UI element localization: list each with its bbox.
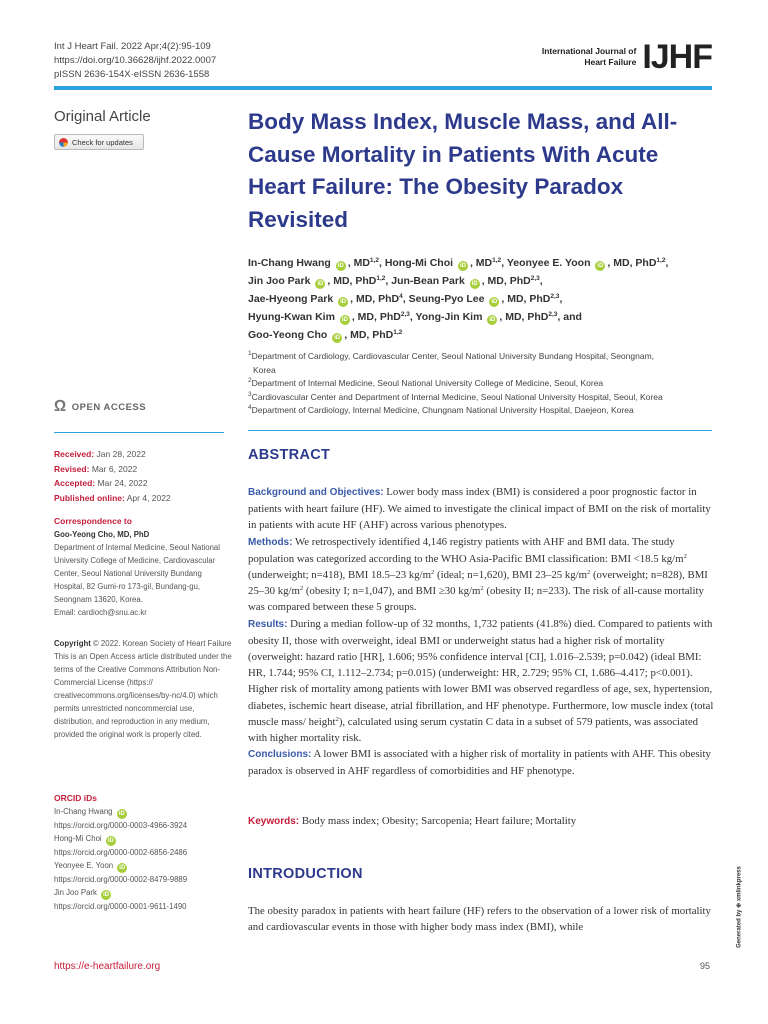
- license-text: This is an Open Access article distributed under the terms of the Creative Commons Attribution Non-Commercial License (https:// creativecommons.org/licenses/by-nc/4.0) which permits unrestricted noncommercial use, distribution, and reproduction in any medium, provided the original work is properly cited.: [54, 652, 232, 739]
- orcid-entry: Hong-Mi Choi iD: [54, 834, 114, 844]
- generator-badge: Generated by ⊕ xmlinkpress: [736, 866, 743, 948]
- orcid-entry: Yeonyee E. Yoon iD: [54, 861, 126, 871]
- orcid-list: ORCID iDs In-Chang Hwang iD https://orcid.org/0000-0003-4966-3924 Hong-Mi Choi iD https://orcid.org/0000-0002-6856-2486 Yeonyee E. Yoon iD https://orcid.org/0000-0002-8479-9889 Jin Joo Park iD https://orcid.org/0000-0001-9611-1490: [54, 792, 234, 913]
- orcid-icon[interactable]: iD: [107, 838, 114, 844]
- affiliation: Korea: [253, 364, 276, 375]
- copyright: Copyright © 2022. Korean Society of Heart Failure This is an Open Access article distributed under the terms of the Creative Commons Attribution Non-Commercial License (https:// creativecommons.org/licenses/by-nc/4.0) which permits unrestricted noncommercial use, distribution, and reproduction in any medium, provided the original work is properly cited.: [54, 637, 234, 741]
- keywords: Keywords: Body mass index; Obesity; Sarcopenia; Heart failure; Mortality: [248, 815, 577, 827]
- introduction-text: The obesity paradox in patients with heart failure (HF) refers to the observation of a lower risk of mortality and cardiovascular events in those with higher body mass index (BMI), while: [248, 905, 711, 934]
- abstract-body: [248, 484, 718, 780]
- orcid-icon[interactable]: iD: [118, 811, 125, 817]
- orcid-icon[interactable]: iD: [334, 335, 341, 341]
- orcid-icon[interactable]: iD: [459, 263, 466, 269]
- article-type: Original Article: [54, 108, 151, 125]
- abstract-results: Results: During a median follow-up of 32 months, 1,732 patients (41.8%) died. Compared to patients with obesity II, those with overweight, ideal BMI or underweight status had a higher risk of mortality (overweight: hazard ratio [HR], 1.606; 95% confidence interval [CI], 1.016–2.539; p=0.042) (ideal BMI: HR, 1.744; 95% CI, 1.112–2.734; p=0.015) (underweight: HR, 2.729; 95% CI, 1.686–4.417; p<0.001). Higher risk of mortality among patients with lower BMI was observed regardless of age, sex, hypertension, diabetes, ischemic heart disease, atrial fibrillation, and HF phenotype. Furthermore, low muscle index (total muscle mass/ height$^2$), calculated using serum cystatin C data in a subset of 579 patients, was associated with higher mortality risk.: [248, 617, 714, 745]
- doi-link[interactable]: https://doi.org/10.36628/ijhf.2022.0007: [54, 55, 217, 66]
- orcid-icon[interactable]: iD: [489, 317, 496, 323]
- journal-logo: [542, 40, 712, 74]
- abstract-methods: Methods: We retrospectively identified 4,146 registry patients with AHF and BMI data. The study population was categorized according to the WHO Asia-Pacific BMI classification: BMI <18.5 $kg/m^2$ (underweight; n=418), BMI 18.5–23 $kg/m^2$ (ideal; n=1,620), BMI 23–25 $kg/m^2$ (overweight; n=828), BMI 25–30 $kg/m^2$ (obesity I; n=1,047), and BMI ≥30 $kg/m^2$ (obesity II; n=233). The risk of all-cause mortality was compared between these 5 groups.: [248, 535, 708, 614]
- orcid-icon[interactable]: iD: [340, 299, 347, 305]
- orcid-link[interactable]: https://orcid.org/0000-0001-9611-1490: [54, 902, 187, 911]
- orcid-icon[interactable]: iD: [119, 865, 126, 871]
- correspondence-address: Department of Internal Medicine, Seoul National University College of Medicine, Cardiovascular Center, Seoul National University Bundang Hospital, 82 Gumi-ro 173-gil, Bundang-gu, Seongnam 13620, Korea.: [54, 543, 220, 604]
- affiliations: [248, 350, 718, 418]
- article-dates: Received: Jan 28, 2022 Revised: Mar 6, 2022 Accepted: Mar 24, 2022 Published online: Apr 4, 2022: [54, 449, 171, 503]
- author[interactable]: Jin Joo Park iD , MD, PhD$^{1,2}$,: [248, 275, 392, 287]
- header-meta: [54, 40, 216, 82]
- orcid-icon[interactable]: iD: [337, 263, 344, 269]
- top-rule: [54, 86, 712, 90]
- abstract-conclusions: Conclusions: A lower BMI is associated with a higher risk of mortality in patients with AHF. This obesity paradox is observed in AHF regardless of comorbidities and HF phenotype.: [248, 748, 711, 778]
- open-lock-icon: Ω: [54, 398, 67, 415]
- correspondence: Correspondence to Goo-Yeong Cho, MD, PhD Department of Internal Medicine, Seoul National University College of Medicine, Cardiovascular Center, Seoul National University Bundang Hospital, 82 Gumi-ro 173-gil, Bundang-gu, Seongnam 13620, Korea. Email: cardioch@snu.ac.kr: [54, 515, 234, 619]
- orcid-entry: In-Chang Hwang iD: [54, 807, 125, 817]
- author[interactable]: Goo-Yeong Cho iD , MD, PhD$^{1,2}$: [248, 329, 403, 341]
- correspondence-name: Goo-Yeong Cho, MD, PhD: [54, 530, 150, 539]
- journal-abbr: IJHF: [642, 38, 712, 76]
- page-number: 95: [699, 961, 710, 971]
- orcid-link[interactable]: https://orcid.org/0000-0002-8479-9889: [54, 875, 188, 884]
- affiliation: $^1$Department of Cardiology, Cardiovascular Center, Seoul National University Bundang Hospital, Seongnam,: [248, 350, 655, 361]
- abstract-background: Background and Objectives: Lower body mass index (BMI) is considered a poor prognostic factor in patients with heart failure (HF). We aimed to investigate the clinical impact of BMI on the risk of mortality in patients with acute HF (AHF) across various phenotypes.: [248, 486, 711, 532]
- crossmark-icon: [59, 138, 68, 147]
- orcid-entry: Jin Joo Park iD: [54, 888, 110, 898]
- issn: pISSN 2636-154X·eISSN 2636-1558: [54, 69, 210, 80]
- abstract-heading: ABSTRACT: [248, 447, 331, 463]
- author[interactable]: Yeonyee E. Yoon iD , MD, PhD$^{1,2}$,: [506, 257, 669, 269]
- open-access-label: OPEN ACCESS: [71, 401, 147, 413]
- author[interactable]: Jun-Bean Park iD , MD, PhD$^{2,3}$,: [391, 275, 543, 287]
- orcid-icon[interactable]: iD: [341, 317, 348, 323]
- article-title: Body Mass Index, Muscle Mass, and All-Cause Mortality in Patients With Acute Heart Failure: The Obesity Paradox Revisited: [248, 109, 678, 232]
- check-updates-label: Check for updates: [72, 137, 133, 147]
- orcid-link[interactable]: https://orcid.org/0000-0002-6856-2486: [54, 848, 188, 857]
- journal-name: International Journal of Heart Failure: [541, 46, 637, 67]
- open-access: [54, 398, 146, 416]
- author[interactable]: In-Chang Hwang iD , MD$^{1,2}$,: [248, 257, 385, 269]
- journal-website-link[interactable]: https://e-heartfailure.org: [54, 961, 161, 972]
- orcid-link[interactable]: https://orcid.org/0000-0003-4966-3924: [54, 821, 188, 830]
- check-updates-button[interactable]: [54, 134, 144, 150]
- section-divider: [248, 430, 712, 431]
- author[interactable]: Jae-Hyeong Park iD , MD, PhD$^4$,: [248, 293, 409, 305]
- author[interactable]: Hyung-Kwan Kim iD , MD, PhD$^{2,3}$,: [248, 311, 416, 323]
- left-divider: [54, 432, 224, 433]
- orcid-icon[interactable]: iD: [597, 263, 604, 269]
- orcid-icon[interactable]: iD: [103, 892, 110, 898]
- author[interactable]: Seung-Pyo Lee iD , MD, PhD$^{2,3}$,: [408, 293, 563, 305]
- correspondence-email[interactable]: Email: cardioch@snu.ac.kr: [54, 608, 147, 617]
- orcid-icon[interactable]: iD: [317, 281, 324, 287]
- affiliation: $^4$Department of Cardiology, Internal Medicine, Chungnam National University Hospital, Daejeon, Korea: [248, 404, 634, 415]
- citation: Int J Heart Fail. 2022 Apr;4(2):95-109: [54, 41, 211, 52]
- author-list: [248, 254, 718, 344]
- orcid-icon[interactable]: iD: [471, 281, 478, 287]
- author[interactable]: Hong-Mi Choi iD , MD$^{1,2}$,: [384, 257, 507, 269]
- introduction-heading: INTRODUCTION: [248, 866, 363, 882]
- orcid-icon[interactable]: iD: [491, 299, 498, 305]
- affiliation: $^2$Department of Internal Medicine, Seoul National University College of Medicine, Seoul, Korea: [248, 377, 604, 388]
- affiliation: $^3$Cardiovascular Center and Department of Internal Medicine, Seoul National University Hospital, Seoul, Korea: [248, 390, 663, 402]
- author[interactable]: Yong-Jin Kim iD , MD, PhD$^{2,3}$, and: [415, 311, 582, 323]
